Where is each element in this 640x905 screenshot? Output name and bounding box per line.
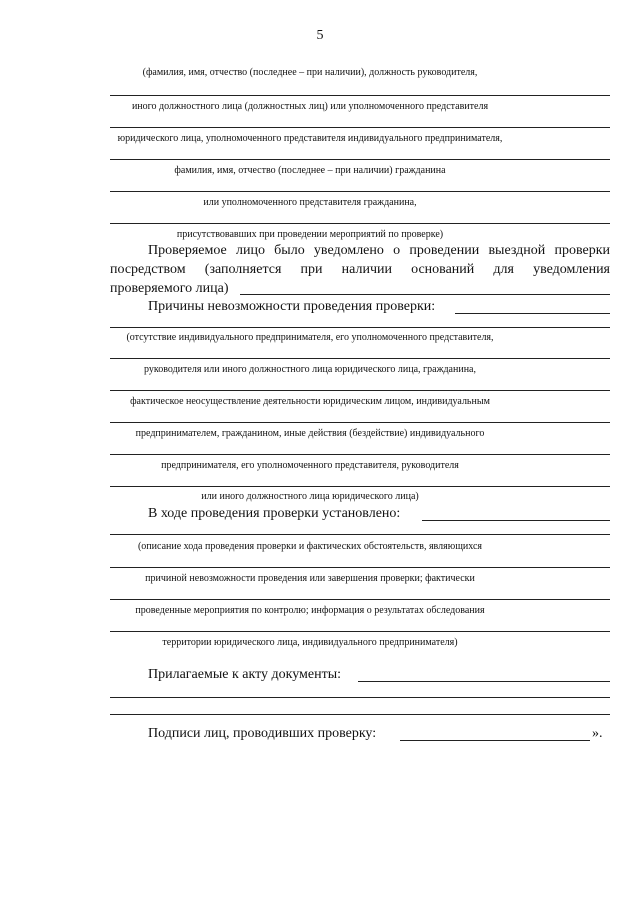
fill-line[interactable] — [110, 390, 610, 391]
caption-name-position: (фамилия, имя, отчество (последнее – при наличии), должность руководителя, — [142, 67, 478, 78]
fill-line[interactable] — [110, 127, 610, 128]
reasons-input-line[interactable] — [455, 313, 610, 314]
caption-citizen-representative: или уполномоченного представителя гражданина, — [203, 197, 417, 208]
caption-present-persons: присутствовавших при проведении мероприятий по проверке) — [176, 229, 444, 240]
notification-line-2: посредством (заполняется при наличии оснований для уведомления — [110, 262, 610, 277]
fill-line[interactable] — [110, 358, 610, 359]
caption-other-actions: предпринимателем, гражданином, иные действия (бездействие) индивидуального — [135, 428, 485, 439]
caption-territory: территории юридического лица, индивидуального предпринимателя) — [162, 637, 458, 648]
caption-citizen-name: фамилия, имя, отчество (последнее – при наличии) гражданина — [174, 165, 446, 176]
fill-line[interactable] — [110, 223, 610, 224]
caption-impossibility-cause: причиной невозможности проведения или завершения проверки; фактически — [145, 573, 475, 584]
fill-line[interactable] — [110, 327, 610, 328]
caption-description: (описание хода проведения проверки и фактических обстоятельств, являющихся — [137, 541, 483, 552]
fill-line[interactable] — [110, 454, 610, 455]
fill-line[interactable] — [110, 159, 610, 160]
findings-label: В ходе проведения проверки установлено: — [148, 506, 401, 521]
fill-line[interactable] — [110, 599, 610, 600]
notification-line-1: Проверяемое лицо было уведомлено о проведении выездной проверки — [148, 243, 610, 258]
caption-control-measures: проведенные мероприятия по контролю; информация о результатах обследования — [135, 605, 485, 616]
caption-entrepreneur-representative: предпринимателя, его уполномоченного представителя, руководителя — [161, 460, 459, 471]
signatures-end: ». — [592, 726, 603, 741]
fill-line[interactable] — [110, 95, 610, 96]
fill-line[interactable] — [110, 631, 610, 632]
notification-input-line[interactable] — [240, 294, 610, 295]
fill-line[interactable] — [110, 697, 610, 698]
notification-line-3: проверяемого лица) — [110, 281, 229, 296]
caption-non-activity: фактическое неосуществление деятельности юридическим лицом, индивидуальным — [130, 396, 490, 407]
fill-line[interactable] — [110, 714, 610, 715]
signatures-input-line[interactable] — [400, 740, 590, 741]
attachments-label: Прилагаемые к акту документы: — [148, 667, 342, 682]
caption-legal-entity: юридического лица, уполномоченного представителя индивидуального предпринимателя, — [117, 133, 503, 144]
fill-line[interactable] — [110, 567, 610, 568]
caption-absence: (отсутствие индивидуального предпринимателя, его уполномоченного представителя, — [126, 332, 494, 343]
caption-official: иного должностного лица (должностных лиц) или уполномоченного представителя — [131, 101, 489, 112]
caption-head-or-official: руководителя или иного должностного лица юридического лица, гражданина, — [144, 364, 476, 375]
fill-line[interactable] — [110, 534, 610, 535]
fill-line[interactable] — [110, 422, 610, 423]
signatures-label: Подписи лиц, проводивших проверку: — [148, 726, 377, 741]
fill-line[interactable] — [110, 191, 610, 192]
page-number: 5 — [316, 28, 324, 43]
reasons-label: Причины невозможности проведения проверки: — [148, 299, 436, 314]
fill-line[interactable] — [110, 486, 610, 487]
caption-other-official: или иного должностного лица юридического лица) — [201, 491, 419, 502]
attachments-input-line[interactable] — [358, 681, 610, 682]
findings-input-line[interactable] — [422, 520, 610, 521]
